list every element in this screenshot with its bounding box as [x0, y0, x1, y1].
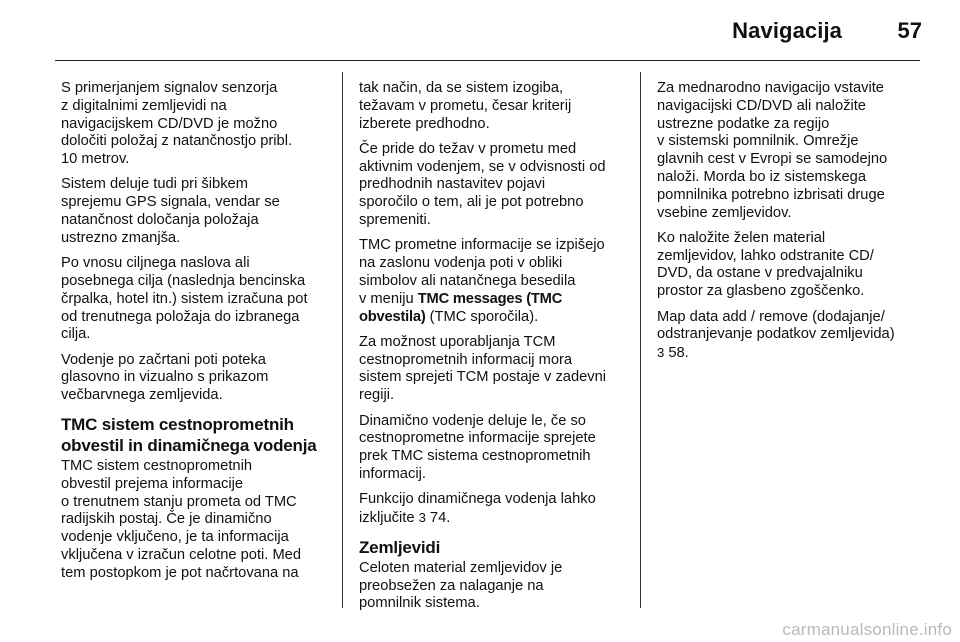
text-line: navigacijski CD/DVD ali naložite — [657, 97, 866, 114]
text-column-1 — [61, 80, 331, 590]
section-heading-zemljevidi — [359, 537, 629, 558]
text-line: TMC prometne informacije se izpišejo — [359, 237, 605, 254]
menu-name-tmc-messages: TMC messages (TMC — [417, 290, 563, 307]
paragraph — [359, 491, 629, 528]
text-line: DVD, da ostane v predvajalniku — [657, 265, 863, 282]
column-divider-1 — [342, 72, 343, 608]
text-line: pomnilnika potrebno izbrisati druge — [657, 186, 885, 203]
paragraph — [359, 141, 629, 230]
page-number: 57 — [897, 18, 922, 43]
page-header — [0, 0, 960, 60]
paragraph — [61, 80, 331, 169]
menu-name-tmc-obvestila: obvestila) — [359, 308, 426, 325]
text-line: o trenutnem stanju prometa od TMC — [61, 493, 297, 510]
text-line: simbolov ali natančnega besedila — [359, 272, 576, 289]
text-line: v sistemski pomnilnik. Omrežje — [657, 133, 859, 150]
text-line: vsebine zemljevidov. — [657, 204, 792, 221]
paragraph — [61, 255, 331, 344]
heading-line: Zemljevidi — [359, 537, 441, 557]
text-line: tem postopkom je pot načrtovana na — [61, 564, 299, 581]
text-span: izključite — [359, 510, 419, 527]
text-line: cilja. — [61, 326, 91, 343]
heading-line: TMC sistem cestnoprometnih — [61, 415, 294, 435]
text-line: Če pride do težav v prometu med — [359, 140, 577, 157]
column-divider-2 — [640, 72, 641, 608]
text-line: cestnoprometne informacije sprejete — [359, 430, 596, 447]
text-line: z digitalnimi zemljevidi na — [61, 97, 227, 114]
paragraph — [359, 237, 629, 326]
paragraph — [359, 413, 629, 484]
text-span: v meniju — [359, 290, 418, 307]
text-line — [657, 344, 927, 363]
text-line: prek TMC sistema cestnoprometnih — [359, 448, 591, 465]
paragraph — [61, 458, 331, 583]
text-line: natančnost določanja položaja — [61, 212, 259, 229]
text-line — [359, 509, 629, 528]
text-line: preobsežen za nalaganje na — [359, 577, 544, 594]
text-line: obvestil prejema informacije — [61, 475, 244, 492]
text-column-2 — [359, 80, 629, 621]
text-line: sporočilo o tem, ali je pot potrebno — [359, 194, 584, 211]
text-line: ustrezne podatke za regijo — [657, 115, 830, 132]
text-line: Sistem deluje tudi pri šibkem — [61, 176, 248, 193]
page-reference: 74. — [425, 510, 451, 527]
watermark: carmanualsonline.info — [782, 620, 952, 639]
page-reference-arrow-icon: 3 — [657, 345, 665, 361]
heading-line: obvestil in dinamičnega vodenja — [61, 436, 317, 456]
text-line: vodenje vključeno, je ta informacija — [61, 529, 289, 546]
text-column-3 — [657, 80, 927, 370]
text-line: določiti položaj z natančnostjo pribl. — [61, 133, 293, 150]
text-line: naloži. Morda bo iz sistemskega — [657, 168, 866, 185]
text-line: Ko naložite želen material — [657, 229, 826, 246]
text-line: Funkcijo dinamičnega vodenja lahko — [359, 491, 596, 508]
page-title: Navigacija — [732, 18, 842, 43]
paragraph — [359, 80, 629, 133]
text-line — [359, 291, 629, 309]
text-line: zemljevidov, lahko odstranite CD/ — [657, 247, 874, 264]
text-line: 10 metrov. — [61, 151, 130, 168]
paragraph — [61, 352, 331, 405]
text-line: regiji. — [359, 387, 395, 404]
text-line: cestnoprometnih informacij mora — [359, 351, 573, 368]
text-line: ustrezno zmanjša. — [61, 229, 181, 246]
text-line: na zaslonu vodenja poti v obliki — [359, 255, 563, 272]
section-heading-tmc — [61, 414, 331, 456]
paragraph — [61, 176, 331, 247]
paragraph — [657, 230, 927, 301]
text-line: Map data add / remove (dodajanje/ — [657, 308, 885, 325]
text-line: odstranjevanje podatkov zemljevida) — [657, 326, 895, 343]
page-reference-arrow-icon: 3 — [418, 510, 426, 526]
text-line: od trenutnega položaja do izbranega — [61, 308, 300, 325]
text-line: sistem sprejeti TCM postaje v zadevni — [359, 369, 607, 386]
text-line: večbarvnega zemljevida. — [61, 387, 223, 404]
text-line: glasovno in vizualno s prikazom — [61, 369, 269, 386]
text-line: Vodenje po začrtani poti poteka — [61, 351, 266, 368]
text-line: Celoten material zemljevidov je — [359, 559, 563, 576]
paragraph — [359, 334, 629, 405]
text-line: informacij. — [359, 465, 426, 482]
text-line: posebnega cilja (naslednja bencinska — [61, 272, 306, 289]
text-line: S primerjanjem signalov senzorja — [61, 80, 278, 96]
paragraph — [359, 560, 629, 613]
text-line: aktivnim vodenjem, se v odvisnosti od — [359, 158, 606, 175]
text-line: Za mednarodno navigacijo vstavite — [657, 80, 884, 96]
text-line: prostor za glasbeno zgoščenko. — [657, 283, 865, 300]
text-line: spremeniti. — [359, 212, 431, 229]
text-line: črpalka, hotel itn.) sistem izračuna pot — [61, 290, 308, 307]
text-line: izberete predhodno. — [359, 115, 490, 132]
page-reference: 58. — [664, 345, 689, 362]
paragraph — [657, 80, 927, 222]
text-line: Za možnost uporabljanja TCM — [359, 333, 556, 350]
text-line: navigacijskem CD/DVD je možno — [61, 115, 278, 132]
text-line: pomnilnik sistema. — [359, 595, 480, 612]
paragraph — [657, 309, 927, 363]
header-divider — [55, 60, 920, 61]
text-line: glavnih cest v Evropi se samodejno — [657, 151, 888, 168]
text-line: težavam v prometu, česar kriterij — [359, 97, 572, 114]
text-line: Dinamično vodenje deluje le, če so — [359, 412, 586, 429]
text-line: tak način, da se sistem izogiba, — [359, 80, 564, 96]
text-line — [359, 309, 629, 327]
text-line: Po vnosu ciljnega naslova ali — [61, 255, 250, 272]
text-line: TMC sistem cestnoprometnih — [61, 458, 252, 475]
text-line: predhodnih nastavitev pojavi — [359, 176, 546, 193]
text-span: (TMC sporočila). — [425, 308, 539, 325]
text-line: radijskih postaj. Če je dinamično — [61, 511, 272, 528]
text-line: vključena v izračun celotne poti. Med — [61, 547, 302, 564]
text-line: sprejemu GPS signala, vendar se — [61, 194, 280, 211]
